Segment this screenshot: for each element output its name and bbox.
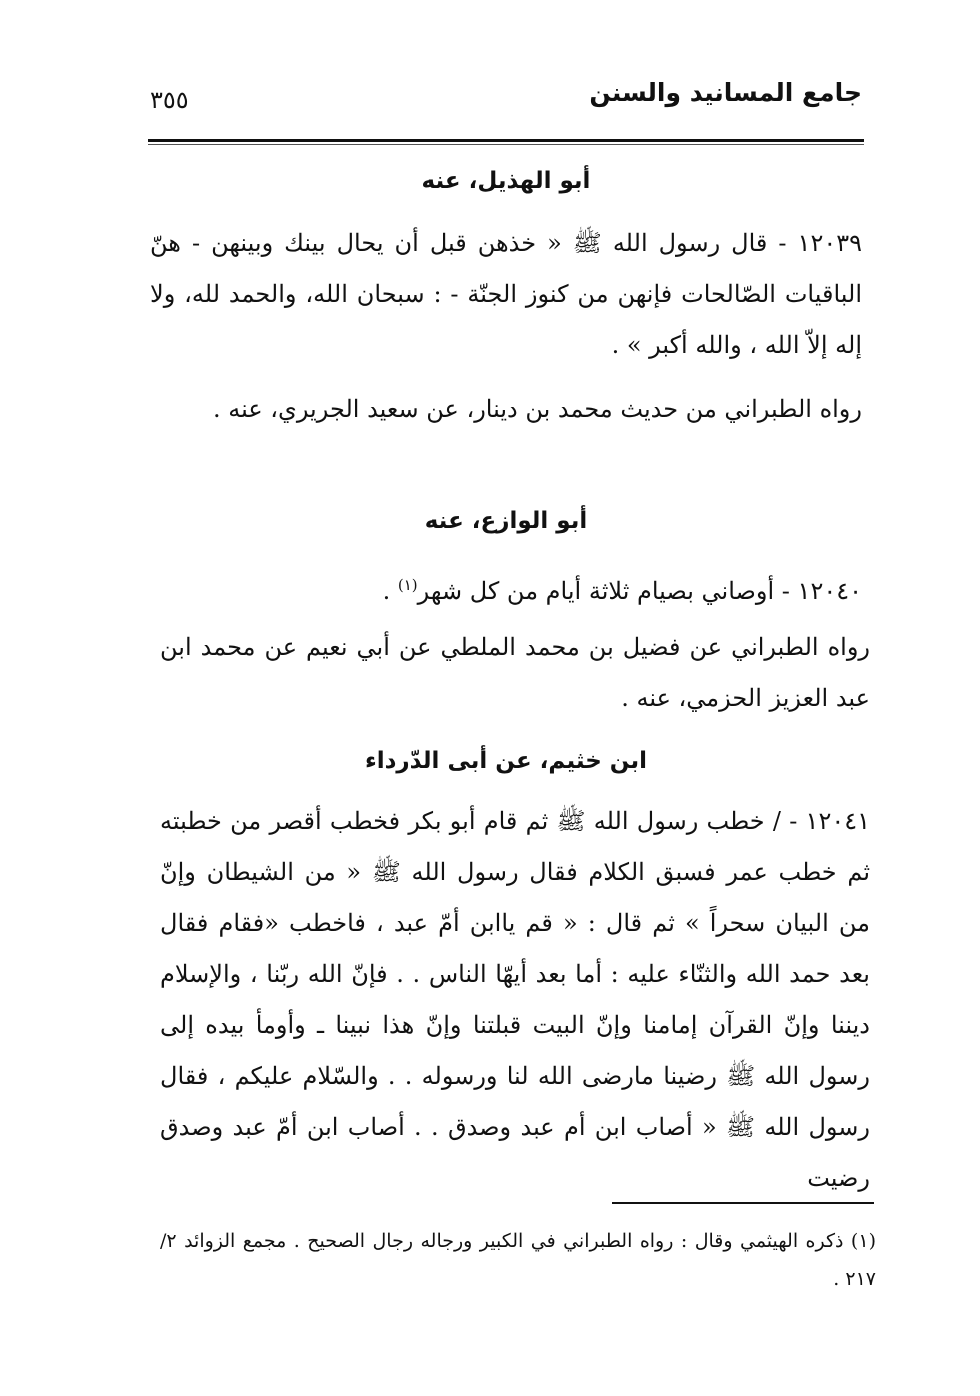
hadith-text	[150, 560, 862, 617]
hadith-text: ١٢٠٣٩ - قال رسول الله ﷺ « خذهن قبل أن يحال بينك وبينهن - هنّ الباقيات الصّالحات فإنهن من كنوز الجنّة - : سبحان الله، والحمد لله، ولا إله إلاّ الله ، والله أكبر » .	[150, 229, 862, 359]
footnote-marker: (١)	[397, 576, 418, 594]
section-heading: أبو الوازع، عنه	[424, 508, 588, 534]
section-heading: أبو الهذيل، عنه	[421, 168, 591, 194]
running-header	[150, 78, 862, 118]
book-title: جامع المسانيد والسنن	[589, 78, 862, 107]
section-heading: ابن خثيم، عن أبى الدّرداء	[364, 748, 648, 774]
footnote-rule	[612, 1202, 874, 1204]
hadith-body: ١٢٠٤٠ - أوصاني بصيام ثلاثة أيام من كل شهر	[417, 577, 862, 605]
hadith-source: رواه الطبراني من حديث محمد بن دينار، عن سعيد الجريري، عنه .	[212, 395, 862, 423]
footnote: (١) ذكره الهيثمي وقال : رواه الطبراني في الكبير ورجاله رجال الصحيح . مجمع الزوائد ٢/ ٢١٧ .	[160, 1230, 876, 1290]
page-number: ٣٥٥	[150, 86, 189, 114]
header-rule-thin	[148, 144, 864, 145]
hadith-text: ١٢٠٤١ - / خطب رسول الله ﷺ ثم قام أبو بكر فخطب أقصر من خطبته ثم خطب عمر فسبق الكلام فقال رسول الله ﷺ « من الشيطان وإنّ من البيان سحراً » ثم قال : « قم ياابن أمّ عبد ، فاخطب «فقام فقال بعد حمد الله والثنّاء عليه : أما بعد أيهّا الناس . . فإنّ الله ربّنا ، والإسلام ديننا وإنّ القرآن إمامنا وإنّ البيت قبلتنا وإنّ هذا نبينا ـ وأومأ بيده إلى رسول الله ﷺ رضينا مارضى الله لنا ورسوله . . والسّلام عليكم ، فقال رسول الله ﷺ « أصاب ابن أم عبد وصدق . . أصاب ابن أمّ عبد وصدق رضيت	[160, 807, 870, 1192]
hadith-end: .	[382, 577, 398, 605]
hadith-source: رواه الطبراني عن فضيل بن محمد الملطي عن أبي نعيم عن محمد ابن عبد العزيز الحزمي، عنه .	[160, 633, 870, 712]
header-rule	[148, 139, 864, 142]
